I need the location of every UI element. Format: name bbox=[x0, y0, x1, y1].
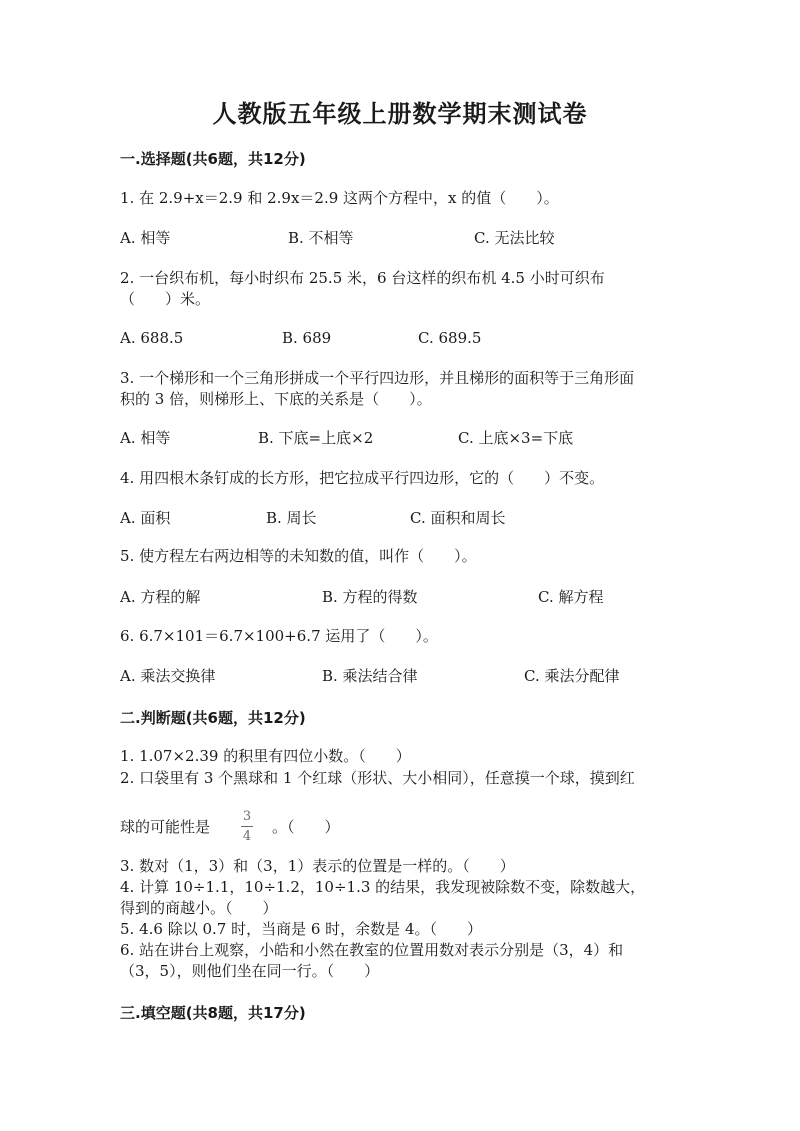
question-text: 4. 用四根木条钉成的长方形，把它拉成平行四边形，它的（ ）不变。 bbox=[120, 469, 605, 487]
question-text: 2. 口袋里有 3 个黑球和 1 个红球（形状、大小相同），任意摸一个球，摸到红 bbox=[120, 769, 635, 787]
question-text: 6. 站在讲台上观察，小皓和小然在教室的位置用数对表示分别是（3，4）和 bbox=[120, 941, 624, 959]
question-text: 。（ ） bbox=[272, 818, 340, 836]
question-text: （3，5），则他们坐在同一行。（ ） bbox=[120, 962, 380, 980]
section-heading-fill-blank: 三.填空题(共8题，共17分) bbox=[120, 1004, 306, 1022]
fraction-denominator: 4 bbox=[242, 829, 252, 844]
option-b: B. 方程的得数 bbox=[322, 588, 418, 606]
option-a: A. 688.5 bbox=[120, 329, 184, 347]
option-a: A. 相等 bbox=[120, 229, 171, 247]
question-text: （ ）米。 bbox=[120, 290, 211, 308]
option-b: B. 乘法结合律 bbox=[322, 667, 418, 685]
question-text: 1. 1.07×2.39 的积里有四位小数。（ ） bbox=[120, 747, 411, 765]
fraction bbox=[241, 809, 253, 844]
question-text: 4. 计算 10÷1.1，10÷1.2，10÷1.3 的结果，我发现被除数不变，除数越大， bbox=[120, 878, 646, 896]
option-b: B. 不相等 bbox=[288, 229, 354, 247]
question-text: 1. 在 2.9+x＝2.9 和 2.9x＝2.9 这两个方程中，x 的值（ ）。 bbox=[120, 189, 559, 207]
option-a: A. 方程的解 bbox=[120, 588, 201, 606]
question-text: 5. 使方程左右两边相等的未知数的值，叫作（ ）。 bbox=[120, 547, 477, 565]
option-c: C. 上底×3=下底 bbox=[458, 429, 574, 447]
question-text: 3. 一个梯形和一个三角形拼成一个平行四边形，并且梯形的面积等于三角形面 bbox=[120, 369, 635, 387]
option-c: C. 面积和周长 bbox=[410, 509, 506, 527]
question-text: 6. 6.7×101＝6.7×100+6.7 运用了（ ）。 bbox=[120, 627, 438, 645]
option-b: B. 周长 bbox=[266, 509, 317, 527]
option-b: B. 689 bbox=[282, 329, 332, 347]
fraction-bar bbox=[241, 826, 253, 827]
option-c: C. 689.5 bbox=[418, 329, 482, 347]
section-heading-choice: 一.选择题(共6题，共12分) bbox=[120, 150, 306, 168]
question-text: 5. 4.6 除以 0.7 时，当商是 6 时，余数是 4。（ ） bbox=[120, 920, 482, 938]
question-text: 3. 数对（1，3）和（3，1）表示的位置是一样的。（ ） bbox=[120, 857, 515, 875]
page-title: 人教版五年级上册数学期末测试卷 bbox=[212, 99, 588, 128]
option-a: A. 面积 bbox=[120, 509, 171, 527]
option-a: A. 乘法交换律 bbox=[120, 667, 216, 685]
section-heading-true-false: 二.判断题(共6题，共12分) bbox=[120, 709, 306, 727]
fraction-numerator: 3 bbox=[242, 809, 252, 824]
question-text: 2. 一台织布机，每小时织布 25.5 米，6 台这样的织布机 4.5 小时可织布 bbox=[120, 269, 605, 287]
option-c: C. 乘法分配律 bbox=[524, 667, 620, 685]
option-a: A. 相等 bbox=[120, 429, 171, 447]
option-c: C. 解方程 bbox=[538, 588, 604, 606]
question-text: 球的可能性是 bbox=[120, 818, 211, 836]
question-text: 积的 3 倍，则梯形上、下底的关系是（ ）。 bbox=[120, 390, 432, 408]
option-b: B. 下底=上底×2 bbox=[258, 429, 374, 447]
question-text: 得到的商越小。（ ） bbox=[120, 899, 278, 917]
option-c: C. 无法比较 bbox=[474, 229, 555, 247]
